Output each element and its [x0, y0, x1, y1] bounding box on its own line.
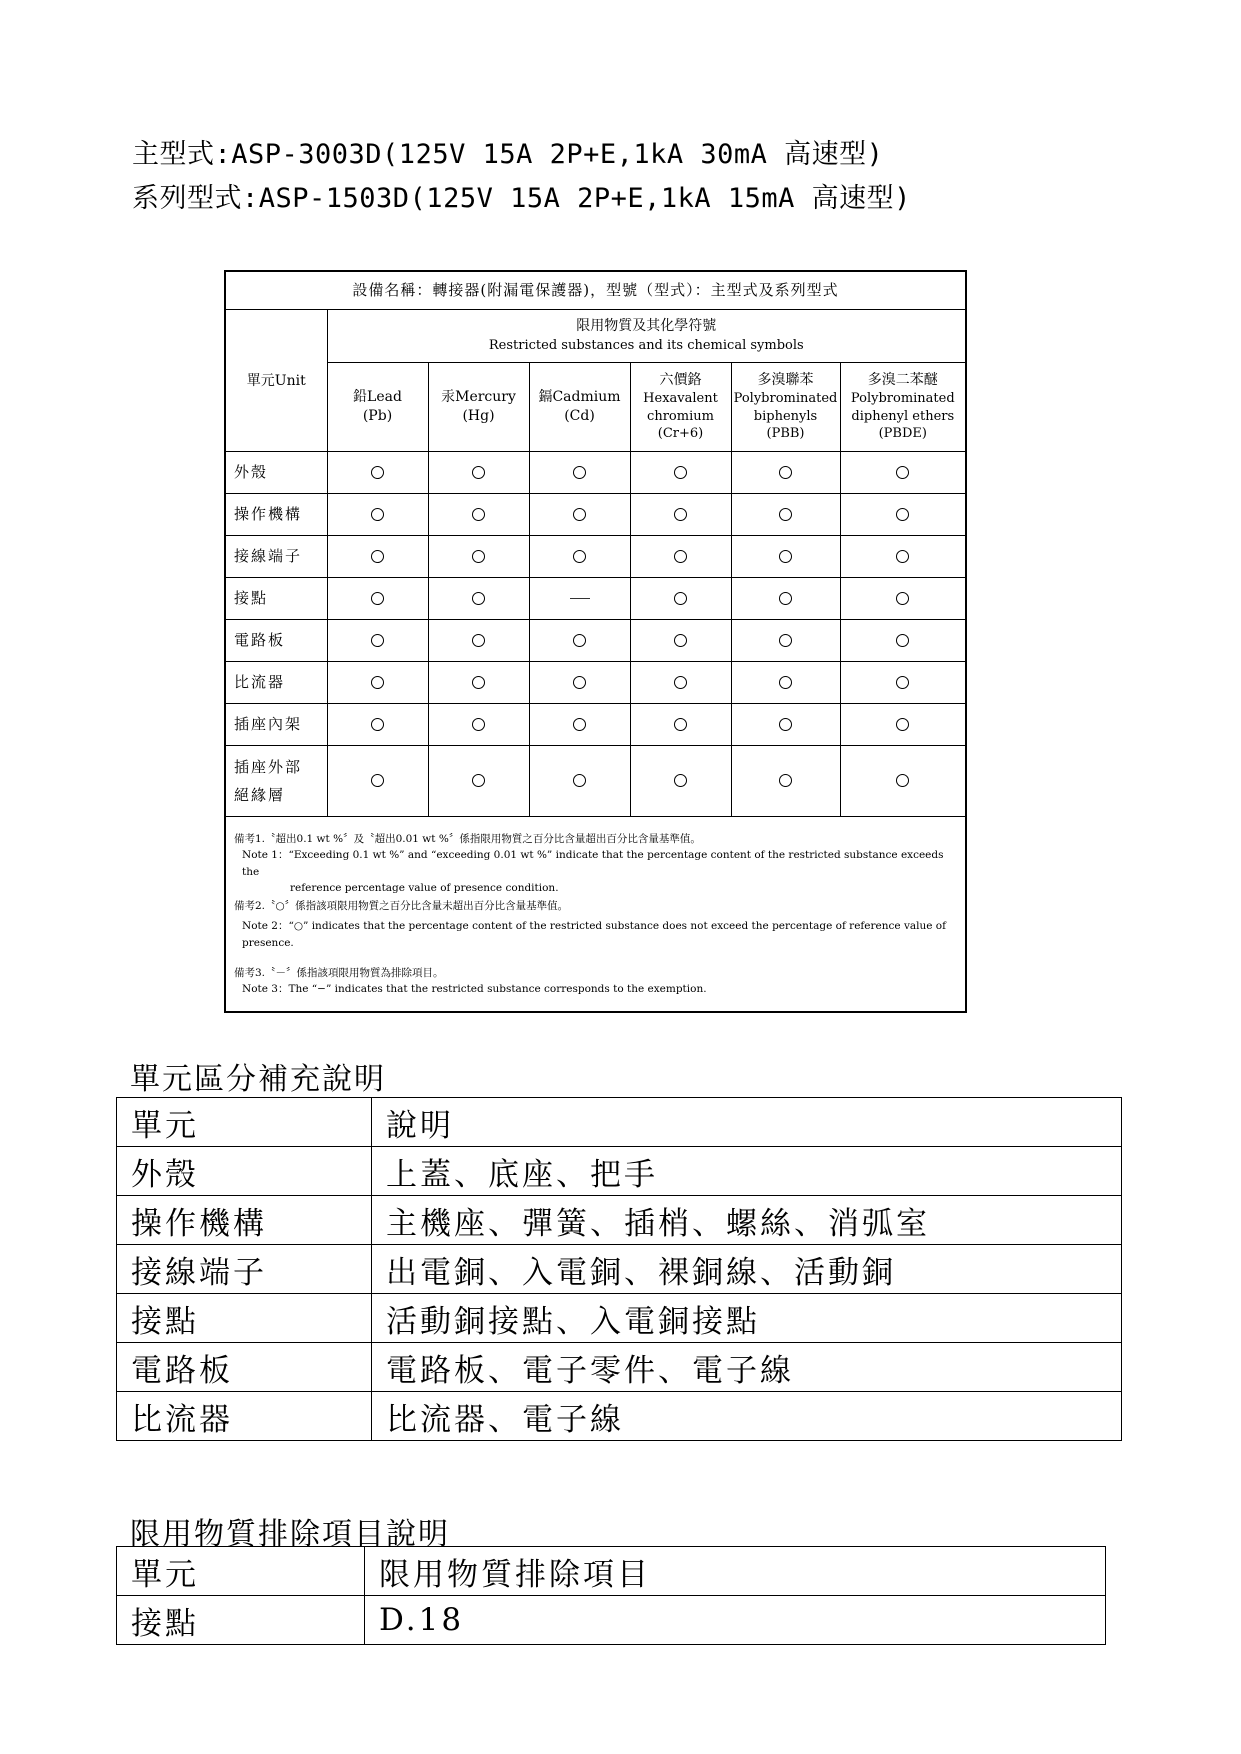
- mark-cell: [529, 536, 630, 578]
- unit-cell: 插座內架: [225, 704, 327, 746]
- circle-mark: [472, 774, 485, 787]
- mark-cell: [327, 662, 428, 704]
- substance-pbde: [840, 363, 966, 452]
- mark-cell: [630, 494, 731, 536]
- circle-mark: [674, 550, 687, 563]
- equipment-title: 設備名稱：轉接器(附漏電保護器)，型號（型式）：主型式及系列型式: [225, 271, 966, 310]
- table-row: [117, 1596, 1106, 1645]
- circle-mark: [573, 676, 586, 689]
- circle-mark: [779, 676, 792, 689]
- circle-mark: [573, 550, 586, 563]
- unit-cell: 接點: [225, 578, 327, 620]
- circle-mark: [674, 592, 687, 605]
- unit-cell: 接線端子: [117, 1245, 372, 1294]
- circle-mark: [472, 508, 485, 521]
- mark-cell: [630, 536, 731, 578]
- table-row: [225, 620, 966, 662]
- unit-cell: 外殼: [225, 452, 327, 494]
- note-2-en: Note 2：“○” indicates that the percentage content of the restricted substance does not exceed the percentage of reference value of presence.: [242, 920, 947, 949]
- mark-cell: [840, 536, 966, 578]
- supplement-title: 單元區分補充說明: [130, 1062, 386, 1097]
- table-row: [225, 452, 966, 494]
- circle-mark: [896, 718, 909, 731]
- circle-mark: [371, 634, 384, 647]
- mark-cell: [327, 452, 428, 494]
- circle-mark: [896, 592, 909, 605]
- main-model-line: 主型式:ASP-3003D(125V 15A 2P+E,1kA 30mA 高速型): [132, 139, 884, 170]
- mark-cell: [529, 578, 630, 620]
- table-row: [117, 1343, 1122, 1392]
- substance-label: 汞Mercury: [441, 389, 516, 406]
- circle-mark: [472, 592, 485, 605]
- note-3-en: Note 3：The “−” indicates that the restricted substance corresponds to the exemption.: [242, 983, 707, 996]
- note-2-cn: 備考2.〝○〞係指該項限用物質之百分比含量未超出百分比含量基準值。: [234, 900, 569, 913]
- mark-cell: [529, 494, 630, 536]
- unit-cell: 電路板: [117, 1343, 372, 1392]
- circle-mark: [472, 466, 485, 479]
- circle-mark: [779, 550, 792, 563]
- mark-cell: [731, 662, 840, 704]
- substance-label-en: biphenyls: [753, 408, 818, 424]
- note-3-cn: 備考3.〝－〞係指該項限用物質為排除項目。: [234, 966, 444, 979]
- dash-mark: [570, 598, 590, 599]
- table-row: [225, 536, 966, 578]
- circle-mark: [674, 466, 687, 479]
- exemption-table: [116, 1546, 1106, 1645]
- mark-cell: [840, 704, 966, 746]
- circle-mark: [779, 508, 792, 521]
- mark-cell: [428, 578, 529, 620]
- mark-cell: [327, 704, 428, 746]
- substance-hexavalent-chromium: [630, 363, 731, 452]
- mark-cell: [428, 536, 529, 578]
- table-row: [117, 1098, 1122, 1147]
- unit-cell: 接線端子: [225, 536, 327, 578]
- mark-cell: [529, 662, 630, 704]
- note-1-en: Note 1：“Exceeding 0.1 wt %” and “exceeding 0.01 wt %” indicate that the percentage content of the restricted substance exceeds the: [242, 849, 944, 878]
- substance-label-en: Polybrominated: [850, 391, 955, 407]
- mark-cell: [630, 620, 731, 662]
- table-row: [117, 1547, 1106, 1596]
- substance-pbb: [731, 363, 840, 452]
- desc-cell: 出電銅、入電銅、裸銅線、活動銅: [372, 1245, 1122, 1294]
- substance-symbol: (Cr+6): [657, 426, 704, 442]
- table-row: [225, 494, 966, 536]
- table-row: [117, 1245, 1122, 1294]
- mark-cell: [529, 746, 630, 817]
- unit-cell: 接點: [117, 1596, 365, 1645]
- mark-cell: [327, 620, 428, 662]
- note-1-en-cont: reference percentage value of presence condition.: [290, 881, 559, 894]
- exemption-item-cell: D.18: [365, 1596, 1106, 1645]
- mark-cell: [630, 746, 731, 817]
- circle-mark: [472, 550, 485, 563]
- mark-cell: [327, 494, 428, 536]
- unit-cell: 電路板: [225, 620, 327, 662]
- circle-mark: [674, 676, 687, 689]
- circle-mark: [674, 634, 687, 647]
- mark-cell: [731, 704, 840, 746]
- mark-cell: [428, 452, 529, 494]
- supplement-table: [116, 1097, 1122, 1441]
- mark-cell: [529, 452, 630, 494]
- mark-cell: [428, 620, 529, 662]
- circle-mark: [573, 466, 586, 479]
- restricted-en: Restricted substances and its chemical symbols: [488, 338, 804, 353]
- circle-mark: [674, 718, 687, 731]
- circle-mark: [371, 466, 384, 479]
- circle-mark: [896, 676, 909, 689]
- desc-cell: 上蓋、底座、把手: [372, 1147, 1122, 1196]
- substance-symbol: (Pb): [362, 408, 393, 424]
- circle-mark: [472, 676, 485, 689]
- table-row: [225, 746, 966, 817]
- circle-mark: [779, 466, 792, 479]
- unit-cell: 比流器: [225, 662, 327, 704]
- mark-cell: [327, 578, 428, 620]
- mark-cell: [529, 704, 630, 746]
- mark-cell: [731, 494, 840, 536]
- table-row: [225, 578, 966, 620]
- substance-mercury: [428, 363, 529, 452]
- mark-cell: [428, 494, 529, 536]
- unit-cell: 外殼: [117, 1147, 372, 1196]
- circle-mark: [371, 718, 384, 731]
- substance-symbol: (PBB): [766, 426, 805, 442]
- circle-mark: [371, 676, 384, 689]
- circle-mark: [779, 718, 792, 731]
- desc-cell: 比流器、電子線: [372, 1392, 1122, 1441]
- substance-symbol: (PBDE): [878, 426, 927, 442]
- circle-mark: [896, 466, 909, 479]
- substance-cadmium: [529, 363, 630, 452]
- table-row: [117, 1196, 1122, 1245]
- substance-symbol: (Hg): [462, 408, 495, 424]
- circle-mark: [779, 774, 792, 787]
- header-item: 限用物質排除項目: [365, 1547, 1106, 1596]
- circle-mark: [896, 508, 909, 521]
- circle-mark: [896, 550, 909, 563]
- unit-label: 插座外部: [234, 757, 303, 776]
- substance-label: 多溴二苯醚: [867, 372, 938, 389]
- mark-cell: [840, 452, 966, 494]
- table-row: [225, 704, 966, 746]
- substance-label-en: diphenyl ethers: [851, 408, 955, 424]
- unit-cell: 操作機構: [225, 494, 327, 536]
- substance-label-en: Polybrominated: [733, 391, 838, 407]
- circle-mark: [371, 508, 384, 521]
- mark-cell: [630, 704, 731, 746]
- mark-cell: [840, 494, 966, 536]
- circle-mark: [779, 634, 792, 647]
- substance-label: 六價鉻: [659, 372, 702, 389]
- mark-cell: [630, 578, 731, 620]
- desc-cell: 活動銅接點、入電銅接點: [372, 1294, 1122, 1343]
- mark-cell: [630, 452, 731, 494]
- table-row: [117, 1147, 1122, 1196]
- circle-mark: [472, 718, 485, 731]
- rohs-rows: [225, 452, 966, 817]
- mark-cell: [630, 662, 731, 704]
- unit-label: 絕緣層: [234, 786, 286, 804]
- circle-mark: [896, 774, 909, 787]
- mark-cell: [840, 662, 966, 704]
- mark-cell: [731, 746, 840, 817]
- desc-cell: 主機座、彈簧、插梢、螺絲、消弧室: [372, 1196, 1122, 1245]
- substance-label-en: chromium: [647, 408, 714, 424]
- circle-mark: [573, 774, 586, 787]
- substance-label-en: Hexavalent: [643, 391, 718, 407]
- mark-cell: [731, 536, 840, 578]
- rohs-declaration-table: [224, 270, 967, 1013]
- circle-mark: [371, 550, 384, 563]
- unit-cell: 比流器: [117, 1392, 372, 1441]
- circle-mark: [573, 634, 586, 647]
- substance-label: 多溴聯苯: [757, 372, 814, 389]
- circle-mark: [896, 634, 909, 647]
- unit-cell: [225, 746, 327, 817]
- unit-header: 單元Unit: [225, 310, 327, 452]
- table-row: [225, 662, 966, 704]
- mark-cell: [840, 620, 966, 662]
- mark-cell: [731, 620, 840, 662]
- notes-block: [225, 817, 966, 1013]
- circle-mark: [371, 774, 384, 787]
- substance-symbol: (Cd): [564, 408, 595, 424]
- mark-cell: [428, 662, 529, 704]
- mark-cell: [327, 536, 428, 578]
- header-unit: 單元: [117, 1547, 365, 1596]
- note-1-cn: 備考1.〝超出0.1 wt %〞及〝超出0.01 wt %〞係指限用物質之百分比含量超出百分比含量基準值。: [234, 833, 701, 845]
- circle-mark: [472, 634, 485, 647]
- mark-cell: [840, 746, 966, 817]
- exemption-title: 限用物質排除項目說明: [130, 1517, 450, 1552]
- circle-mark: [674, 774, 687, 787]
- mark-cell: [428, 746, 529, 817]
- desc-cell: 電路板、電子零件、電子線: [372, 1343, 1122, 1392]
- mark-cell: [529, 620, 630, 662]
- circle-mark: [573, 508, 586, 521]
- mark-cell: [428, 704, 529, 746]
- substance-label: 鉛Lead: [353, 389, 402, 406]
- circle-mark: [674, 508, 687, 521]
- mark-cell: [327, 746, 428, 817]
- unit-cell: 操作機構: [117, 1196, 372, 1245]
- series-model-line: 系列型式:ASP-1503D(125V 15A 2P+E,1kA 15mA 高速型): [132, 183, 911, 214]
- unit-cell: 接點: [117, 1294, 372, 1343]
- restricted-substances-header: [327, 310, 966, 363]
- circle-mark: [371, 592, 384, 605]
- table-row: [117, 1294, 1122, 1343]
- mark-cell: [731, 452, 840, 494]
- mark-cell: [731, 578, 840, 620]
- mark-cell: [840, 578, 966, 620]
- circle-mark: [573, 718, 586, 731]
- substance-lead: [327, 363, 428, 452]
- header-desc: 說明: [372, 1098, 1122, 1147]
- restricted-cn: 限用物質及其化學符號: [576, 318, 717, 335]
- substance-label: 鎘Cadmium: [538, 389, 621, 406]
- table-row: [117, 1392, 1122, 1441]
- circle-mark: [779, 592, 792, 605]
- header-unit: 單元: [117, 1098, 372, 1147]
